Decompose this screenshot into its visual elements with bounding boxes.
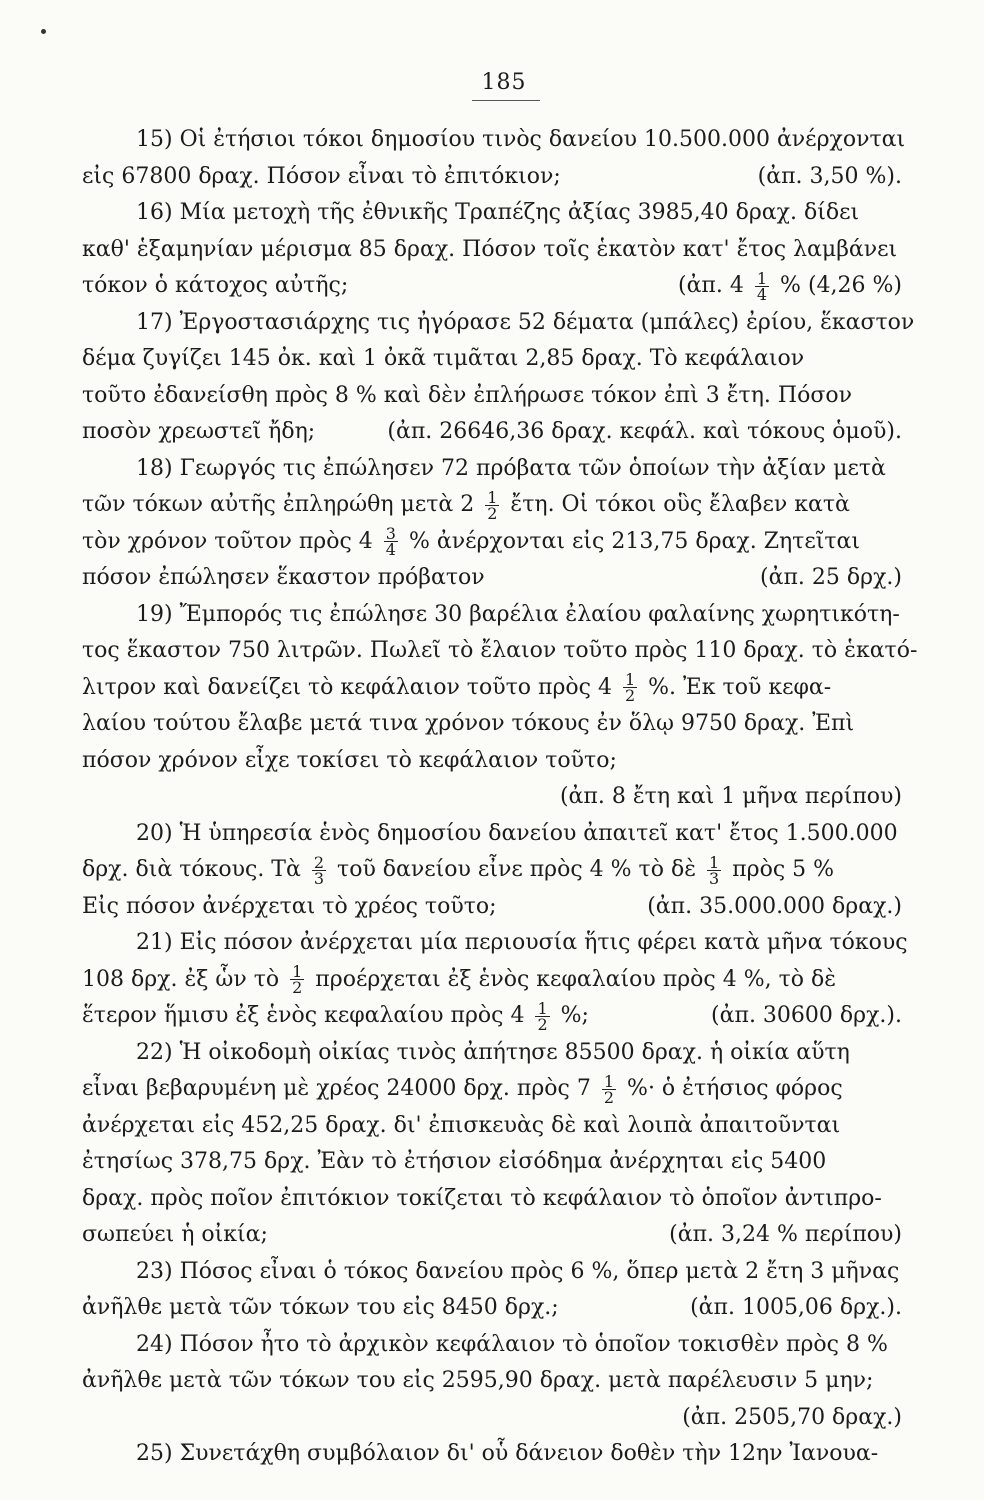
- text-line: [82, 998, 902, 1035]
- answer-text: (ἀπ. 35.000.000 δραχ.): [647, 893, 902, 919]
- fraction: $\frac{1}{2}$: [624, 670, 636, 705]
- line-text: λαίου τούτου ἔλαβε μετά τινα χρόνον τόκους ἐν ὅλῳ 9750 δραχ. Ἐπὶ: [82, 711, 855, 736]
- text-line: [82, 378, 902, 415]
- line-text: 18) Γεωργός τις ἐπώλησεν 72 πρόβατα τῶν ὁποίων τὴν ἀξίαν μετὰ: [136, 455, 886, 481]
- text-line: [82, 487, 902, 524]
- line-text: 19) Ἔμπορός τις ἐπώλησε 30 βαρέλια ἐλαίου φαλαίνης χωρητικότη-: [136, 601, 900, 627]
- text-line: [82, 305, 915, 342]
- text-line: [82, 962, 902, 999]
- text-line: [82, 889, 902, 926]
- line-text: 108 δρχ. ἐξ ὧν τὸ $\frac{1}{2}$ προέρχεται ἐξ ἑνὸς κεφαλαίου πρὸς 4 %, τὸ δὲ: [82, 962, 837, 997]
- answer-text: (ἀπ. 26646,36 δραχ. κεφάλ. καὶ τόκους ὁμοῦ).: [387, 419, 902, 444]
- text-line: [82, 1363, 902, 1400]
- text-line: [82, 1181, 902, 1218]
- line-text: 20) Ἡ ὑπηρεσία ἑνὸς δημοσίου δανείου ἀπαιτεῖ κατ' ἔτος 1.500.000: [136, 820, 898, 846]
- line-text: πόσον ἐπώλησεν ἕκαστον πρόβατον: [82, 565, 485, 590]
- line-text: ἀνῆλθε μετὰ τῶν τόκων του εἰς 8450 δρχ.;: [82, 1295, 559, 1320]
- text-line: [82, 122, 906, 159]
- text-line: [82, 268, 902, 305]
- fraction: $\frac{1}{3}$: [709, 852, 720, 888]
- text-line: [82, 597, 902, 634]
- line-text: καθ' ἑξαμηνίαν μέρισμα 85 δραχ. Πόσον τοῖς ἑκατὸν κατ' ἔτος λαμβάνει: [82, 236, 898, 262]
- line-text: πόσον χρόνον εἶχε τοκίσει τὸ κεφάλαιον τοῦτο;: [82, 747, 617, 773]
- text-line: [82, 925, 908, 962]
- line-text: δραχ. πρὸς ποῖον ἐπιτόκιον τοκίζεται τὸ κεφάλαιον τὸ ὁποῖον ἀντιπρο-: [82, 1185, 882, 1211]
- text-line: [82, 524, 902, 561]
- line-text: τος ἕκαστον 750 λιτρῶν. Πωλεῖ τὸ ἔλαιον τοῦτο πρὸς 110 δραχ. τὸ ἑκατό-: [82, 638, 918, 663]
- text-line: [82, 195, 902, 232]
- line-text: ἕτερον ἥμισυ ἐξ ἑνὸς κεφαλαίου πρὸς 4 $\frac{1}{2}$ %;: [82, 998, 589, 1034]
- line-text: ἐτησίως 378,75 δρχ. Ἐὰν τὸ ἐτήσιον εἰσόδημα ἀνέρχηται εἰς 5400: [82, 1149, 827, 1174]
- fraction: $\frac{1}{4}$: [756, 268, 768, 304]
- line-text: ἀνῆλθε μετὰ τῶν τόκων του εἰς 2595,90 δραχ. μετὰ παρέλευσιν 5 μην;: [82, 1368, 874, 1393]
- text-line: [82, 816, 902, 853]
- text-line: [82, 1254, 902, 1291]
- text-line: [82, 560, 902, 597]
- line-text: τοῦτο ἐδανείσθη πρὸς 8 % καὶ δὲν ἐπλήρωσε τόκον ἐπὶ 3 ἔτη. Πόσον: [82, 382, 852, 408]
- text-line: [82, 670, 902, 707]
- line-text: 17) Ἐργοστασιάρχης τις ἠγόρασε 52 δέματα (μπάλες) ἐρίου, ἕκαστον: [136, 309, 915, 335]
- ink-speck: [41, 29, 46, 34]
- problem-text: [82, 122, 918, 1473]
- line-text: δρχ. διὰ τόκους. Τὰ $\frac{2}{3}$ τοῦ δανείου εἶνε πρὸς 4 % τὸ δὲ $\frac{1}{3}$ πρὸς 5 %: [82, 852, 835, 888]
- line-text: τόκον ὁ κάτοχος αὐτῆς;: [82, 273, 349, 298]
- text-line: [82, 1144, 902, 1181]
- line-text: λιτρον καὶ δανείζει τὸ κεφάλαιον τοῦτο πρὸς 4 $\frac{1}{2}$ %. Ἐκ τοῦ κεφα-: [82, 670, 832, 705]
- fraction: $\frac{1}{2}$: [292, 962, 303, 997]
- text-line: [82, 1436, 902, 1473]
- text-line: [82, 1290, 902, 1327]
- text-line: [82, 1400, 902, 1437]
- answer-text: (ἀπ. 1005,06 δρχ.).: [690, 1295, 902, 1320]
- text-line: [82, 1217, 902, 1254]
- line-text: Εἰς πόσον ἀνέρχεται τὸ χρέος τοῦτο;: [82, 893, 497, 919]
- text-line: [82, 341, 902, 378]
- fraction: $\frac{1}{2}$: [487, 487, 498, 523]
- answer-text: (ἀπ. 25 δρχ.): [760, 565, 902, 590]
- line-text: ἀνέρχεται εἰς 452,25 δραχ. δι' ἐπισκευὰς δὲ καὶ λοιπὰ ἀπαιτοῦνται: [82, 1112, 841, 1138]
- line-text: 25) Συνετάχθη συμβόλαιον δι' οὗ δάνειον δοθὲν τὴν 12ην Ἰανουα-: [136, 1441, 879, 1466]
- answer-text: (ἀπ. 2505,70 δραχ.): [682, 1404, 902, 1430]
- line-text: σωπεύει ἡ οἰκία;: [82, 1222, 268, 1247]
- answer-text: (ἀπ. 3,50 %).: [757, 163, 902, 189]
- line-text: 23) Πόσος εἶναι ὁ τόκος δανείου πρὸς 6 %, ὅπερ μετὰ 2 ἔτη 3 μῆνας: [136, 1258, 900, 1284]
- line-text: τὸν χρόνον τοῦτον πρὸς 4 $\frac{3}{4}$ % ἀνέρχονται εἰς 213,75 δραχ. Ζητεῖται: [82, 524, 861, 559]
- text-line: [82, 852, 902, 889]
- line-text: 15) Οἱ ἐτήσιοι τόκοι δημοσίου τινὸς δανείου 10.500.000 ἀνέρχονται: [136, 127, 906, 152]
- text-line: [82, 159, 902, 196]
- line-text: 24) Πόσον ἦτο τὸ ἀρχικὸν κεφάλαιον τὸ ὁποῖον τοκισθὲν πρὸς 8 %: [136, 1331, 888, 1357]
- text-line: [82, 1035, 902, 1072]
- text-line: [82, 1327, 902, 1364]
- fraction: $\frac{1}{2}$: [603, 1071, 615, 1107]
- text-line: [82, 232, 902, 269]
- page-number: 185: [481, 70, 527, 95]
- text-line: [82, 633, 918, 670]
- line-text: εἶναι βεβαρυμένη μὲ χρέος 24000 δρχ. πρὸς 7 $\frac{1}{2}$ %· ὁ ἐτήσιος φόρος: [82, 1071, 843, 1107]
- line-text: 22) Ἡ οἰκοδομὴ οἰκίας τινὸς ἀπήτησε 85500 δραχ. ἡ οἰκία αὕτη: [136, 1039, 850, 1065]
- fraction: $\frac{2}{3}$: [313, 852, 325, 888]
- text-line: [82, 706, 902, 743]
- fraction: $\frac{1}{2}$: [537, 998, 548, 1034]
- line-text: δέμα ζυγίζει 145 ὀκ. καὶ 1 ὀκᾶ τιμᾶται 2,85 δραχ. Τὸ κεφάλαιον: [82, 346, 805, 371]
- text-line: [82, 1108, 902, 1145]
- fraction: $\frac{3}{4}$: [385, 524, 396, 559]
- answer-text: (ἀπ. 3,24 % περίπου): [669, 1222, 902, 1247]
- text-line: [82, 779, 902, 816]
- line-text: εἰς 67800 δραχ. Πόσον εἶναι τὸ ἐπιτόκιον;: [82, 163, 561, 189]
- answer-text: (ἀπ. 8 ἔτη καὶ 1 μῆνα περίπου): [559, 784, 902, 809]
- text-line: [82, 451, 902, 488]
- header-rule: [472, 100, 540, 101]
- line-text: 21) Εἰς πόσον ἀνέρχεται μία περιουσία ἥτις φέρει κατὰ μῆνα τόκους: [136, 930, 908, 955]
- answer-text: (ἀπ. 30600 δρχ.).: [711, 1003, 902, 1028]
- answer-text: (ἀπ. 4 $\frac{1}{4}$ % (4,26 %): [677, 268, 902, 304]
- line-text: τῶν τόκων αὐτῆς ἐπληρώθη μετὰ 2 $\frac{1}{2}$ ἔτη. Οἱ τόκοι οὓς ἔλαβεν κατὰ: [82, 487, 850, 523]
- line-text: 16) Μία μετοχὴ τῆς ἐθνικῆς Τραπέζης ἀξίας 3985,40 δραχ. δίδει: [136, 200, 860, 225]
- text-line: [82, 414, 902, 451]
- text-line: [82, 1071, 902, 1108]
- line-text: ποσὸν χρεωστεῖ ἤδη;: [82, 419, 316, 444]
- text-line: [82, 743, 902, 780]
